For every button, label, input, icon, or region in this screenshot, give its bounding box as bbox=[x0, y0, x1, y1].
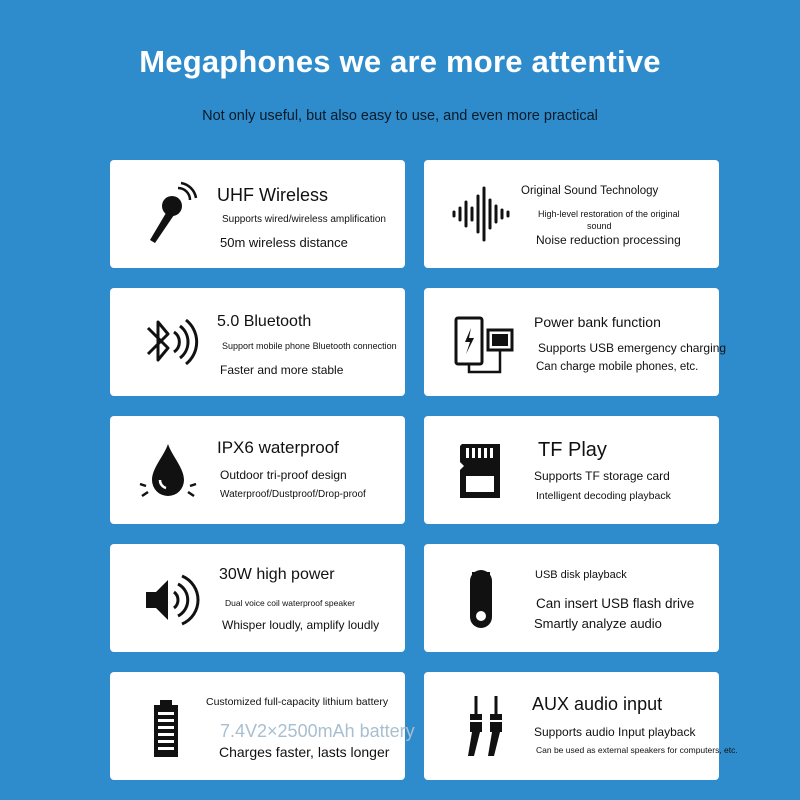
feature-heading: 5.0 Bluetooth bbox=[217, 313, 312, 330]
feature-heading: Customized full-capacity lithium battery bbox=[206, 696, 389, 708]
feature-detail: Can insert USB flash drive bbox=[536, 596, 695, 611]
sound-wave-icon bbox=[450, 182, 514, 246]
feature-heading: UHF Wireless bbox=[217, 185, 328, 205]
feature-heading: Original Sound Technology bbox=[521, 185, 659, 197]
feature-heading: TF Play bbox=[538, 439, 607, 461]
feature-heading: AUX audio input bbox=[532, 694, 663, 714]
water-drop-icon bbox=[136, 440, 200, 504]
feature-detail: Noise reduction processing bbox=[536, 233, 681, 247]
feature-card-uhf-wireless bbox=[110, 160, 405, 268]
feature-detail: 50m wireless distance bbox=[220, 235, 348, 250]
feature-detail: Supports TF storage card bbox=[534, 469, 670, 483]
feature-heading: 30W high power bbox=[219, 566, 335, 583]
microphone-icon bbox=[136, 180, 200, 244]
feature-card-tf-play bbox=[424, 416, 719, 524]
feature-card-aux-input bbox=[424, 672, 738, 780]
battery-icon bbox=[134, 698, 198, 762]
feature-card-usb-disk bbox=[424, 544, 719, 652]
bluetooth-icon bbox=[138, 310, 202, 374]
feature-card-high-power bbox=[110, 544, 405, 652]
feature-card-original-sound bbox=[424, 160, 719, 268]
feature-detail: Waterproof/Dustproof/Drop-proof bbox=[220, 489, 366, 500]
feature-detail: Charges faster, lasts longer bbox=[219, 744, 390, 760]
page-subtitle: Not only useful, but also easy to use, and even more practical bbox=[202, 108, 598, 124]
feature-heading: IPX6 waterproof bbox=[217, 438, 339, 457]
feature-heading: USB disk playback bbox=[535, 569, 627, 581]
feature-detail: Smartly analyze audio bbox=[534, 616, 662, 631]
feature-detail: Outdoor tri-proof design bbox=[220, 468, 347, 482]
feature-detail: Support mobile phone Bluetooth connection bbox=[222, 341, 397, 351]
usb-drive-icon bbox=[448, 568, 512, 632]
aux-jack-icon bbox=[454, 694, 518, 758]
feature-detail: Dual voice coil waterproof speaker bbox=[225, 598, 355, 608]
feature-detail: Intelligent decoding playback bbox=[536, 490, 671, 502]
feature-detail: Supports wired/wireless amplification bbox=[222, 214, 386, 225]
feature-card-power-bank bbox=[424, 288, 727, 396]
feature-detail: High-level restoration of the original bbox=[538, 209, 680, 219]
feature-detail: Supports audio Input playback bbox=[534, 725, 696, 739]
speaker-icon bbox=[142, 568, 206, 632]
feature-detail: Whisper loudly, amplify loudly bbox=[222, 618, 380, 632]
feature-card-battery bbox=[110, 672, 415, 780]
feature-detail: 7.4V2×2500mAh battery bbox=[220, 721, 415, 741]
feature-card-waterproof bbox=[110, 416, 405, 524]
feature-detail: sound bbox=[587, 221, 612, 231]
feature-heading: Power bank function bbox=[534, 314, 661, 330]
feature-detail: Can charge mobile phones, etc. bbox=[536, 361, 699, 373]
feature-card-bluetooth bbox=[110, 288, 405, 396]
feature-detail: Supports USB emergency charging bbox=[538, 341, 727, 355]
power-bank-icon bbox=[452, 312, 516, 376]
page-title: Megaphones we are more attentive bbox=[139, 44, 661, 79]
feature-detail: Faster and more stable bbox=[220, 363, 344, 377]
sd-card-icon bbox=[456, 440, 520, 504]
feature-detail: Can be used as external speakers for computers, etc. bbox=[536, 745, 738, 755]
